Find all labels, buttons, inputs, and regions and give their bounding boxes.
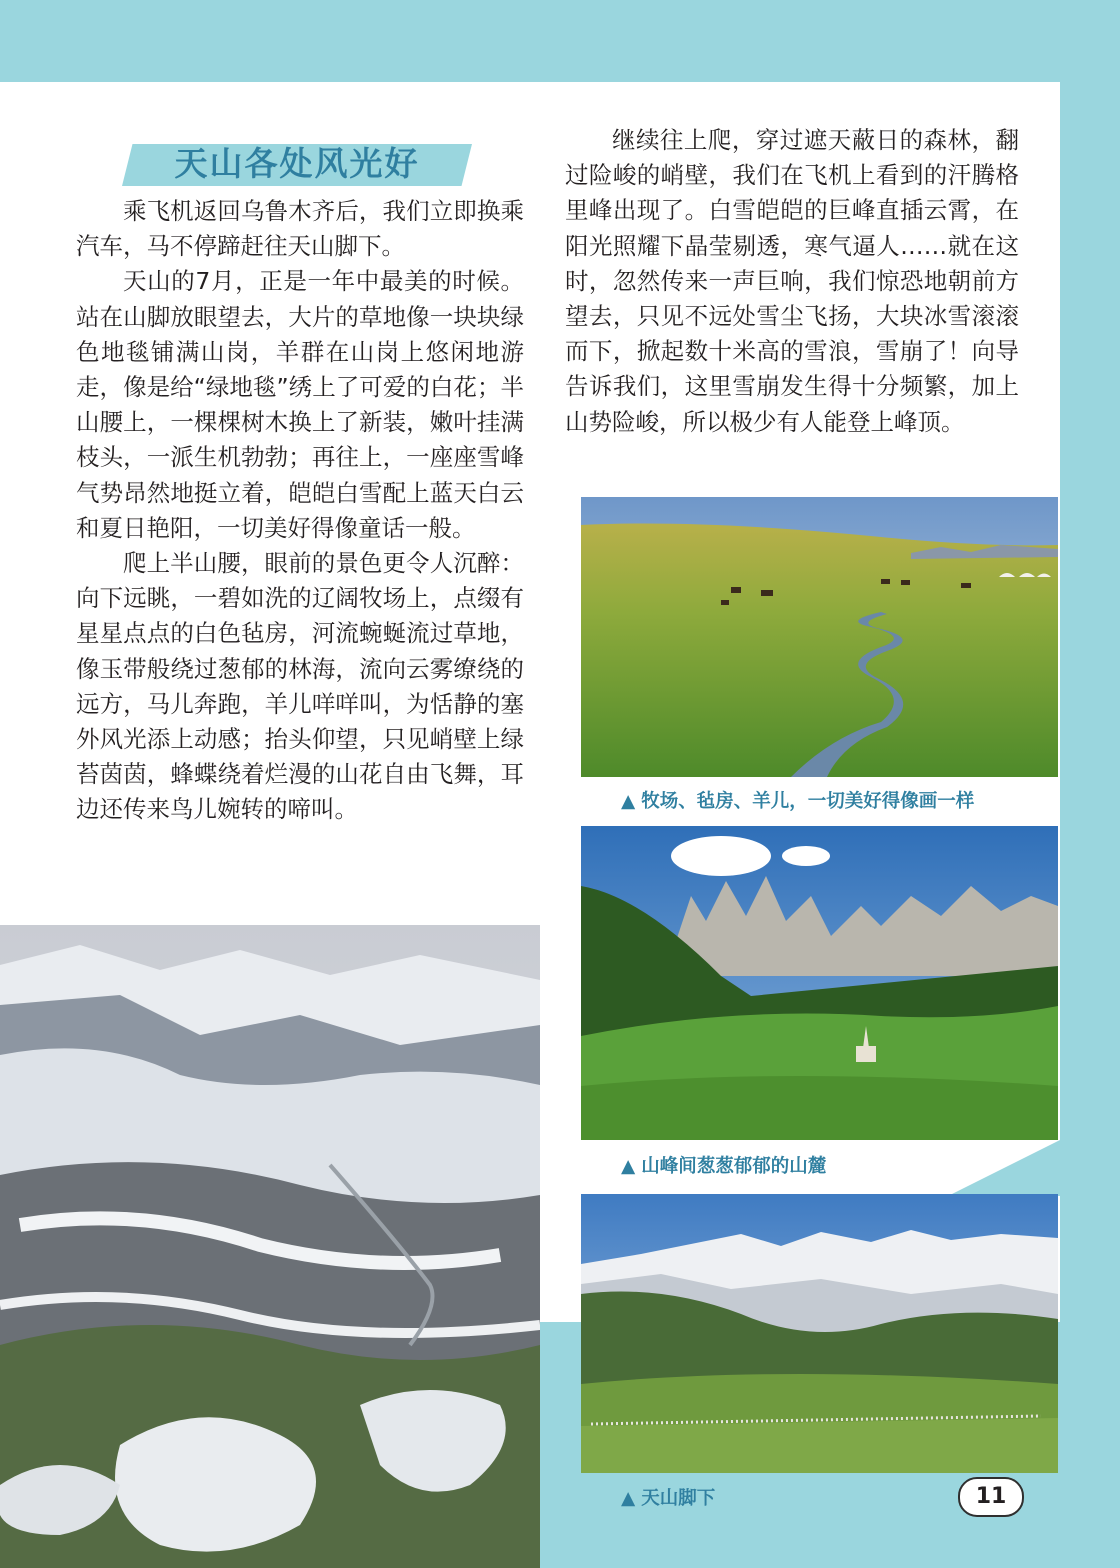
tianshan-foothill-photo	[581, 1194, 1058, 1473]
triangle-marker-icon: ▲	[621, 1156, 636, 1177]
paragraph: 乘飞机返回乌鲁木齐后，我们立即换乘汽车，马不停蹄赶往天山脚下。	[76, 197, 524, 261]
aerial-snow-mountain-photo	[0, 925, 540, 1568]
foothill-caption	[621, 1484, 715, 1510]
meadow-peaks-photo	[581, 826, 1058, 1140]
meadow-caption	[621, 1152, 826, 1178]
top-color-band	[0, 0, 1120, 82]
right-text-column	[565, 123, 1019, 440]
triangle-marker-icon: ▲	[621, 1488, 636, 1509]
pasture-caption	[621, 787, 974, 813]
page-title: 天山各处风光好	[174, 144, 420, 183]
triangle-marker-icon: ▲	[621, 791, 636, 812]
caption-text: 山峰间葱葱郁郁的山麓	[641, 1156, 827, 1177]
caption-text: 牧场、毡房、羊儿，一切美好得像画一样	[641, 791, 975, 812]
pasture-stream-photo	[581, 497, 1058, 777]
corner-triangle-decoration	[948, 1140, 1060, 1196]
caption-text: 天山脚下	[641, 1488, 716, 1509]
paragraph: 继续往上爬，穿过遮天蔽日的森林，翻过险峻的峭壁，我们在飞机上看到的汗腾格里峰出现了。白雪皑皑的巨峰直插云霄，在阳光照耀下晶莹剔透，寒气逼人……就在这时，忽然传来一声巨响，我们惊恐地朝前方望去，只见不远处雪尘飞扬，大块冰雪滚滚而下，掀起数十米高的雪浪，雪崩了！向导告诉我们，这里雪崩发生得十分频繁，加上山势险峻，所以极少有人能登上峰顶。	[565, 126, 1019, 436]
paragraph: 爬上半山腰，眼前的景色更令人沉醉：向下远眺，一碧如洗的辽阔牧场上，点缀有星星点点的白色毡房，河流蜿蜒流过草地，像玉带般绕过葱郁的林海，流向云雾缭绕的远方，马儿奔跑，羊儿咩咩叫，为恬静的塞外风光添上动感；抬头仰望，只见峭壁上绿苔茵茵，蜂蝶绕着烂漫的山花自由飞舞，耳边还传来鸟儿婉转的啼叫。	[76, 549, 524, 824]
left-text-column	[76, 194, 524, 828]
paragraph: 天山的7月，正是一年中最美的时候。站在山脚放眼望去，大片的草地像一块块绿色地毯铺满山岗，羊群在山岗上悠闲地游走，像是给“绿地毯”绣上了可爱的白花；半山腰上，一棵棵树木换上了新装，嫩叶挂满枝头，一派生机勃勃；再往上，一座座雪峰气势昂然地挺立着，皑皑白雪配上蓝天白云和夏日艳阳，一切美好得像童话一般。	[76, 267, 524, 542]
page-number: 11	[958, 1477, 1024, 1517]
